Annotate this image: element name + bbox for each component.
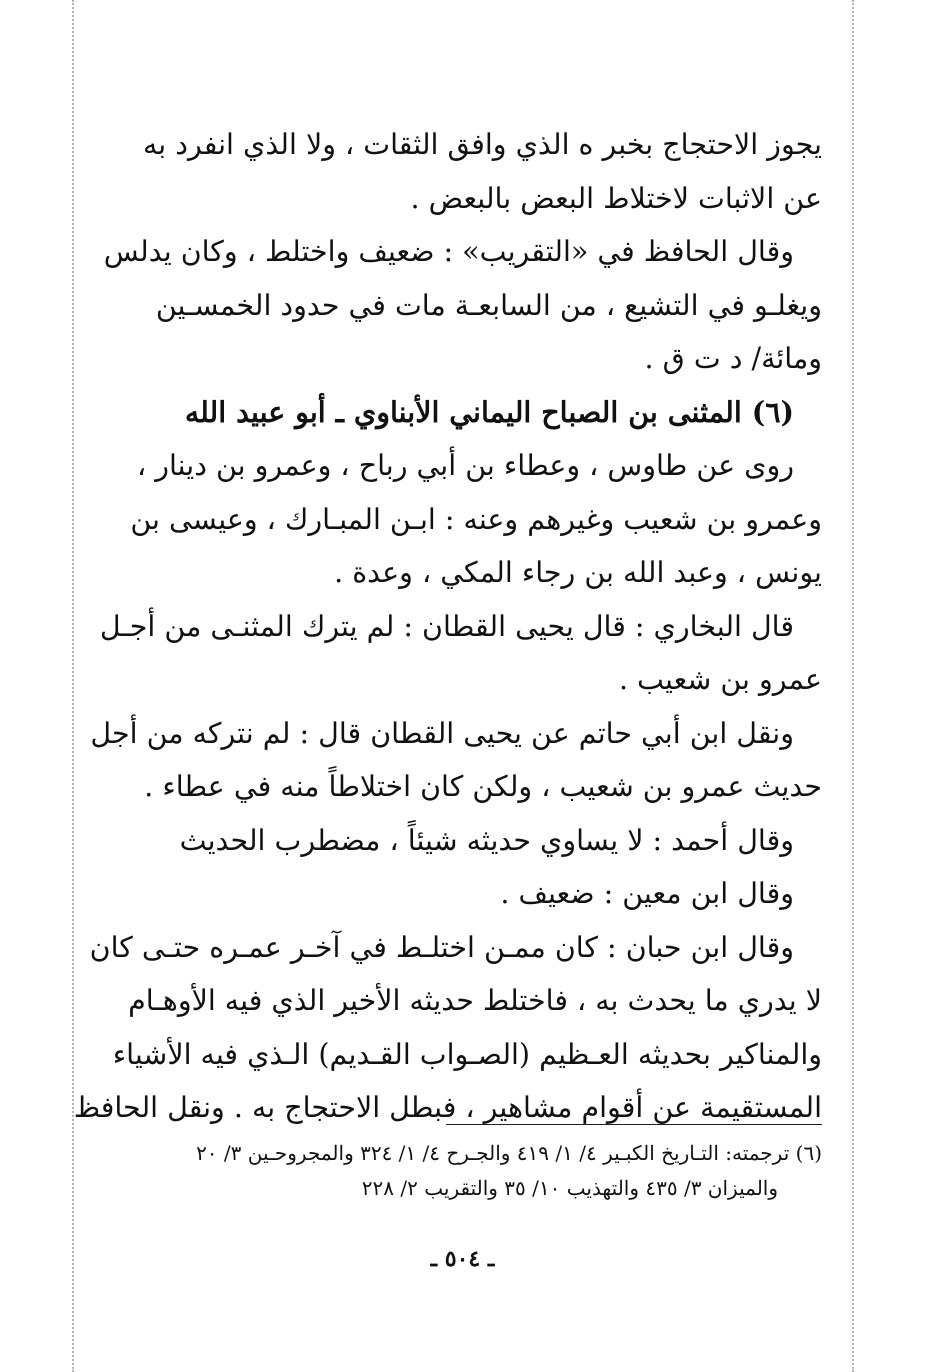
text-line: لا يدري ما يحدث به ، فاختلط حديثه الأخير الذي فيه الأوهـام [128, 984, 822, 1017]
text-line: عمرو بن شعيب . [618, 663, 822, 696]
text-line: وقال أحمد : لا يساوي حديثه شيئاً ، مضطرب الحديث [179, 823, 794, 857]
text-line: وقال الحافظ في «التقريب» : ضعيف واختلط ، وكان يدلس [103, 235, 794, 268]
text-line: وعمرو بن شعيب وغيرهم وعنه : ابـن المبـارك ، وعيسى بن [130, 502, 822, 536]
footnote-separator [446, 1124, 822, 1125]
text-line: يجوز الاحتجاج بخبر ه الذي وافق الثقات ، ولا الذي انفرد به [143, 128, 822, 161]
text-line: روى عن طاوس ، وعطاء بن أبي رباح ، وعمرو بن دينار ، [136, 449, 794, 482]
text-line: عن الاثبات لاختلاط البعض بالبعض . [410, 181, 822, 215]
text-line: المستقيمة عن أقوام مشاهير ، فبطل الاحتجاج به . ونقل الحافظ [73, 1091, 822, 1124]
text-line: والمناكير بحديثه العـظيم (الصـواب القـديم) الـذي فيه الأشياء [112, 1037, 822, 1071]
footnote-line: والميزان ٣/ ٤٣٥ والتهذيب ١٠/ ٣٥ والتقريب ٢/ ٢٢٨ [361, 1176, 778, 1200]
text-line: قال البخاري : قال يحيى القطان : لم يترك المثنـى من أجـل [99, 609, 794, 643]
footnotes [86, 1136, 822, 1206]
text-line: ويغلـو في التشيع ، من السابعـة مات في حدود الخمسـين [155, 288, 822, 322]
page-number: ـ ٥٠٤ ـ [430, 1246, 495, 1272]
text-line: ونقل ابن أبي حاتم عن يحيى القطان قال : لم نتركه من أجل [90, 716, 794, 750]
text-line: يونس ، وعبد الله بن رجاء المكي ، وعدة . [334, 556, 822, 589]
text-line: ومائة/ د ت ق . [644, 342, 822, 375]
text-line: وقال ابن حبان : كان ممـن اختلـط في آخـر عمـره حتـى كان [89, 930, 794, 964]
text-line: وقال ابن معين : ضعيف . [500, 877, 794, 910]
binding-dotted-line-right [852, 0, 854, 1372]
text-line: حديث عمرو بن شعيب ، ولكن كان اختلاطاً منه في عطاء . [144, 770, 822, 803]
entry-heading: (٦) المثنى بن الصباح اليماني الأبناوي ـ أبو عبيد الله [184, 394, 794, 429]
binding-dotted-line-left [72, 0, 74, 1372]
footnote-line: (٦) ترجمته: التـاريخ الكبـير ٤/ ١/ ٤١٩ والجـرح ٤/ ١/ ٣٢٤ والمجروحـين ٣/ ٢٠ [196, 1141, 822, 1165]
main-text-block [73, 118, 822, 1135]
